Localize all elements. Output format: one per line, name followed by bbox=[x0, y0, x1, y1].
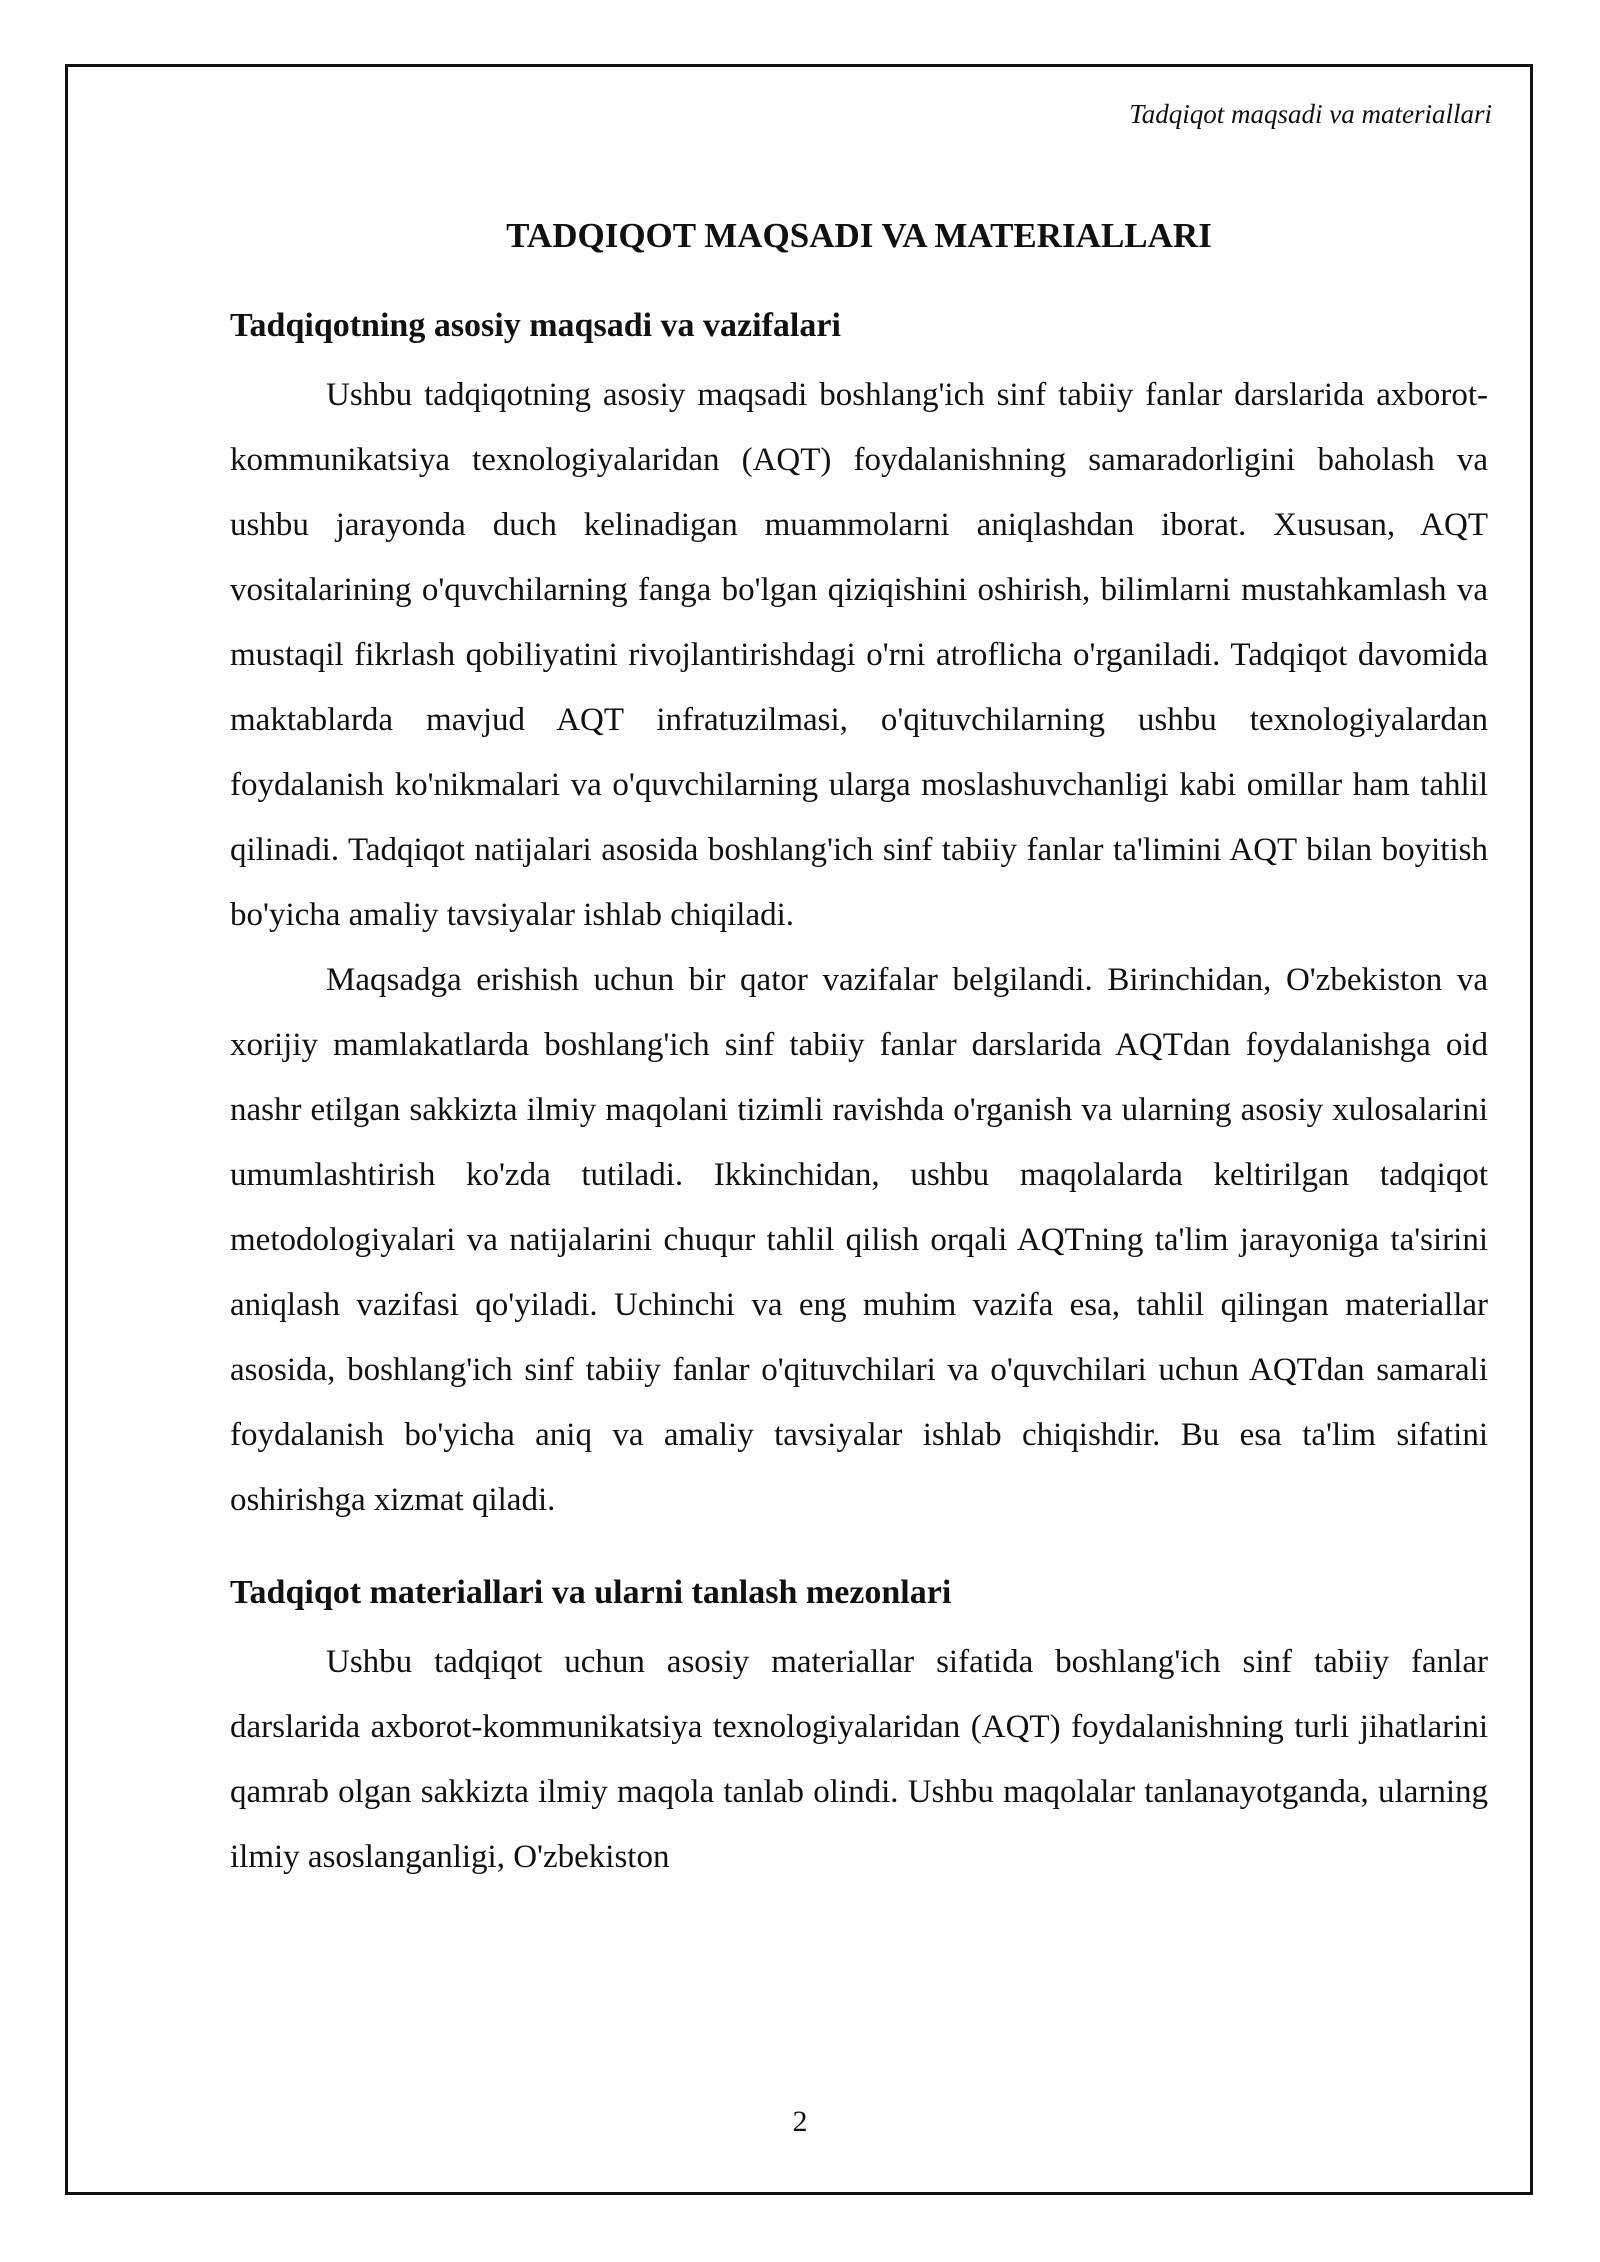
paragraph-goal: Ushbu tadqiqotning asosiy maqsadi boshlang'ich sinf tabiiy fanlar darslarida axborot-kommunikatsiya texnologiyalaridan (AQT) foydalanishning samaradorligini baholash va ushbu jarayonda duch kelinadigan muammolarni aniqlashdan iborat. Xususan, AQT vositalarining o'quvchilarning fanga bo'lgan qiziqishini oshirish, bilimlarni mustahkamlash va mustaqil fikrlash qobiliyatini rivojlantirishdagi o'rni atroflicha o'rganiladi. Tadqiqot davomida maktablarda mavjud AQT infratuzilmasi, o'qituvchilarning ushbu texnologiyalardan foydalanish ko'nikmalari va o'quvchilarning ularga moslashuvchanligi kabi omillar ham tahlil qilinadi. Tadqiqot natijalari asosida boshlang'ich sinf tabiiy fanlar ta'limini AQT bilan boyitish bo'yicha amaliy tavsiyalar ishlab chiqiladi. bbox=[230, 377, 1488, 933]
page-number: 2 bbox=[792, 2105, 808, 2138]
section-heading-goals: Tadqiqotning asosiy maqsadi va vazifalari bbox=[230, 307, 841, 344]
paragraph-materials: Ushbu tadqiqot uchun asosiy materiallar sifatida boshlang'ich sinf tabiiy fanlar darslarida axborot-kommunikatsiya texnologiyalaridan (AQT) foydalanishning turli jihatlarini qamrab olgan sakkizta ilmiy maqola tanlab olindi. Ushbu maqolalar tanlanayotganda, ularning ilmiy asoslanganligi, O'zbekiston bbox=[230, 1644, 1488, 1875]
paragraph-tasks: Maqsadga erishish uchun bir qator vazifalar belgilandi. Birinchidan, O'zbekiston va xorijiy mamlakatlarda boshlang'ich sinf tabiiy fanlar darslarida AQTdan foydalanishga oid nashr etilgan sakkizta ilmiy maqolani tizimli ravishda o'rganish va ularning asosiy xulosalarini umumlashtirish ko'zda tutiladi. Ikkinchidan, ushbu maqolalarda keltirilgan tadqiqot metodologiyalari va natijalarini chuqur tahlil qilish orqali AQTning ta'lim jarayoniga ta'sirini aniqlash vazifasi qo'yiladi. Uchinchi va eng muhim vazifa esa, tahlil qilingan materiallar asosida, boshlang'ich sinf tabiiy fanlar o'qituvchilari va o'quvchilari uchun AQTdan samarali foydalanish bo'yicha aniq va amaliy tavsiyalar ishlab chiqishdir. Bu esa ta'lim sifatini oshirishga xizmat qiladi. bbox=[230, 962, 1488, 1518]
document-title: TADQIQOT MAQSADI VA MATERIALLARI bbox=[506, 216, 1212, 255]
section-heading-materials: Tadqiqot materiallari va ularni tanlash mezonlari bbox=[230, 1574, 952, 1611]
document-body bbox=[230, 212, 1488, 1890]
running-header: Tadqiqot maqsadi va materiallari bbox=[1129, 99, 1492, 129]
